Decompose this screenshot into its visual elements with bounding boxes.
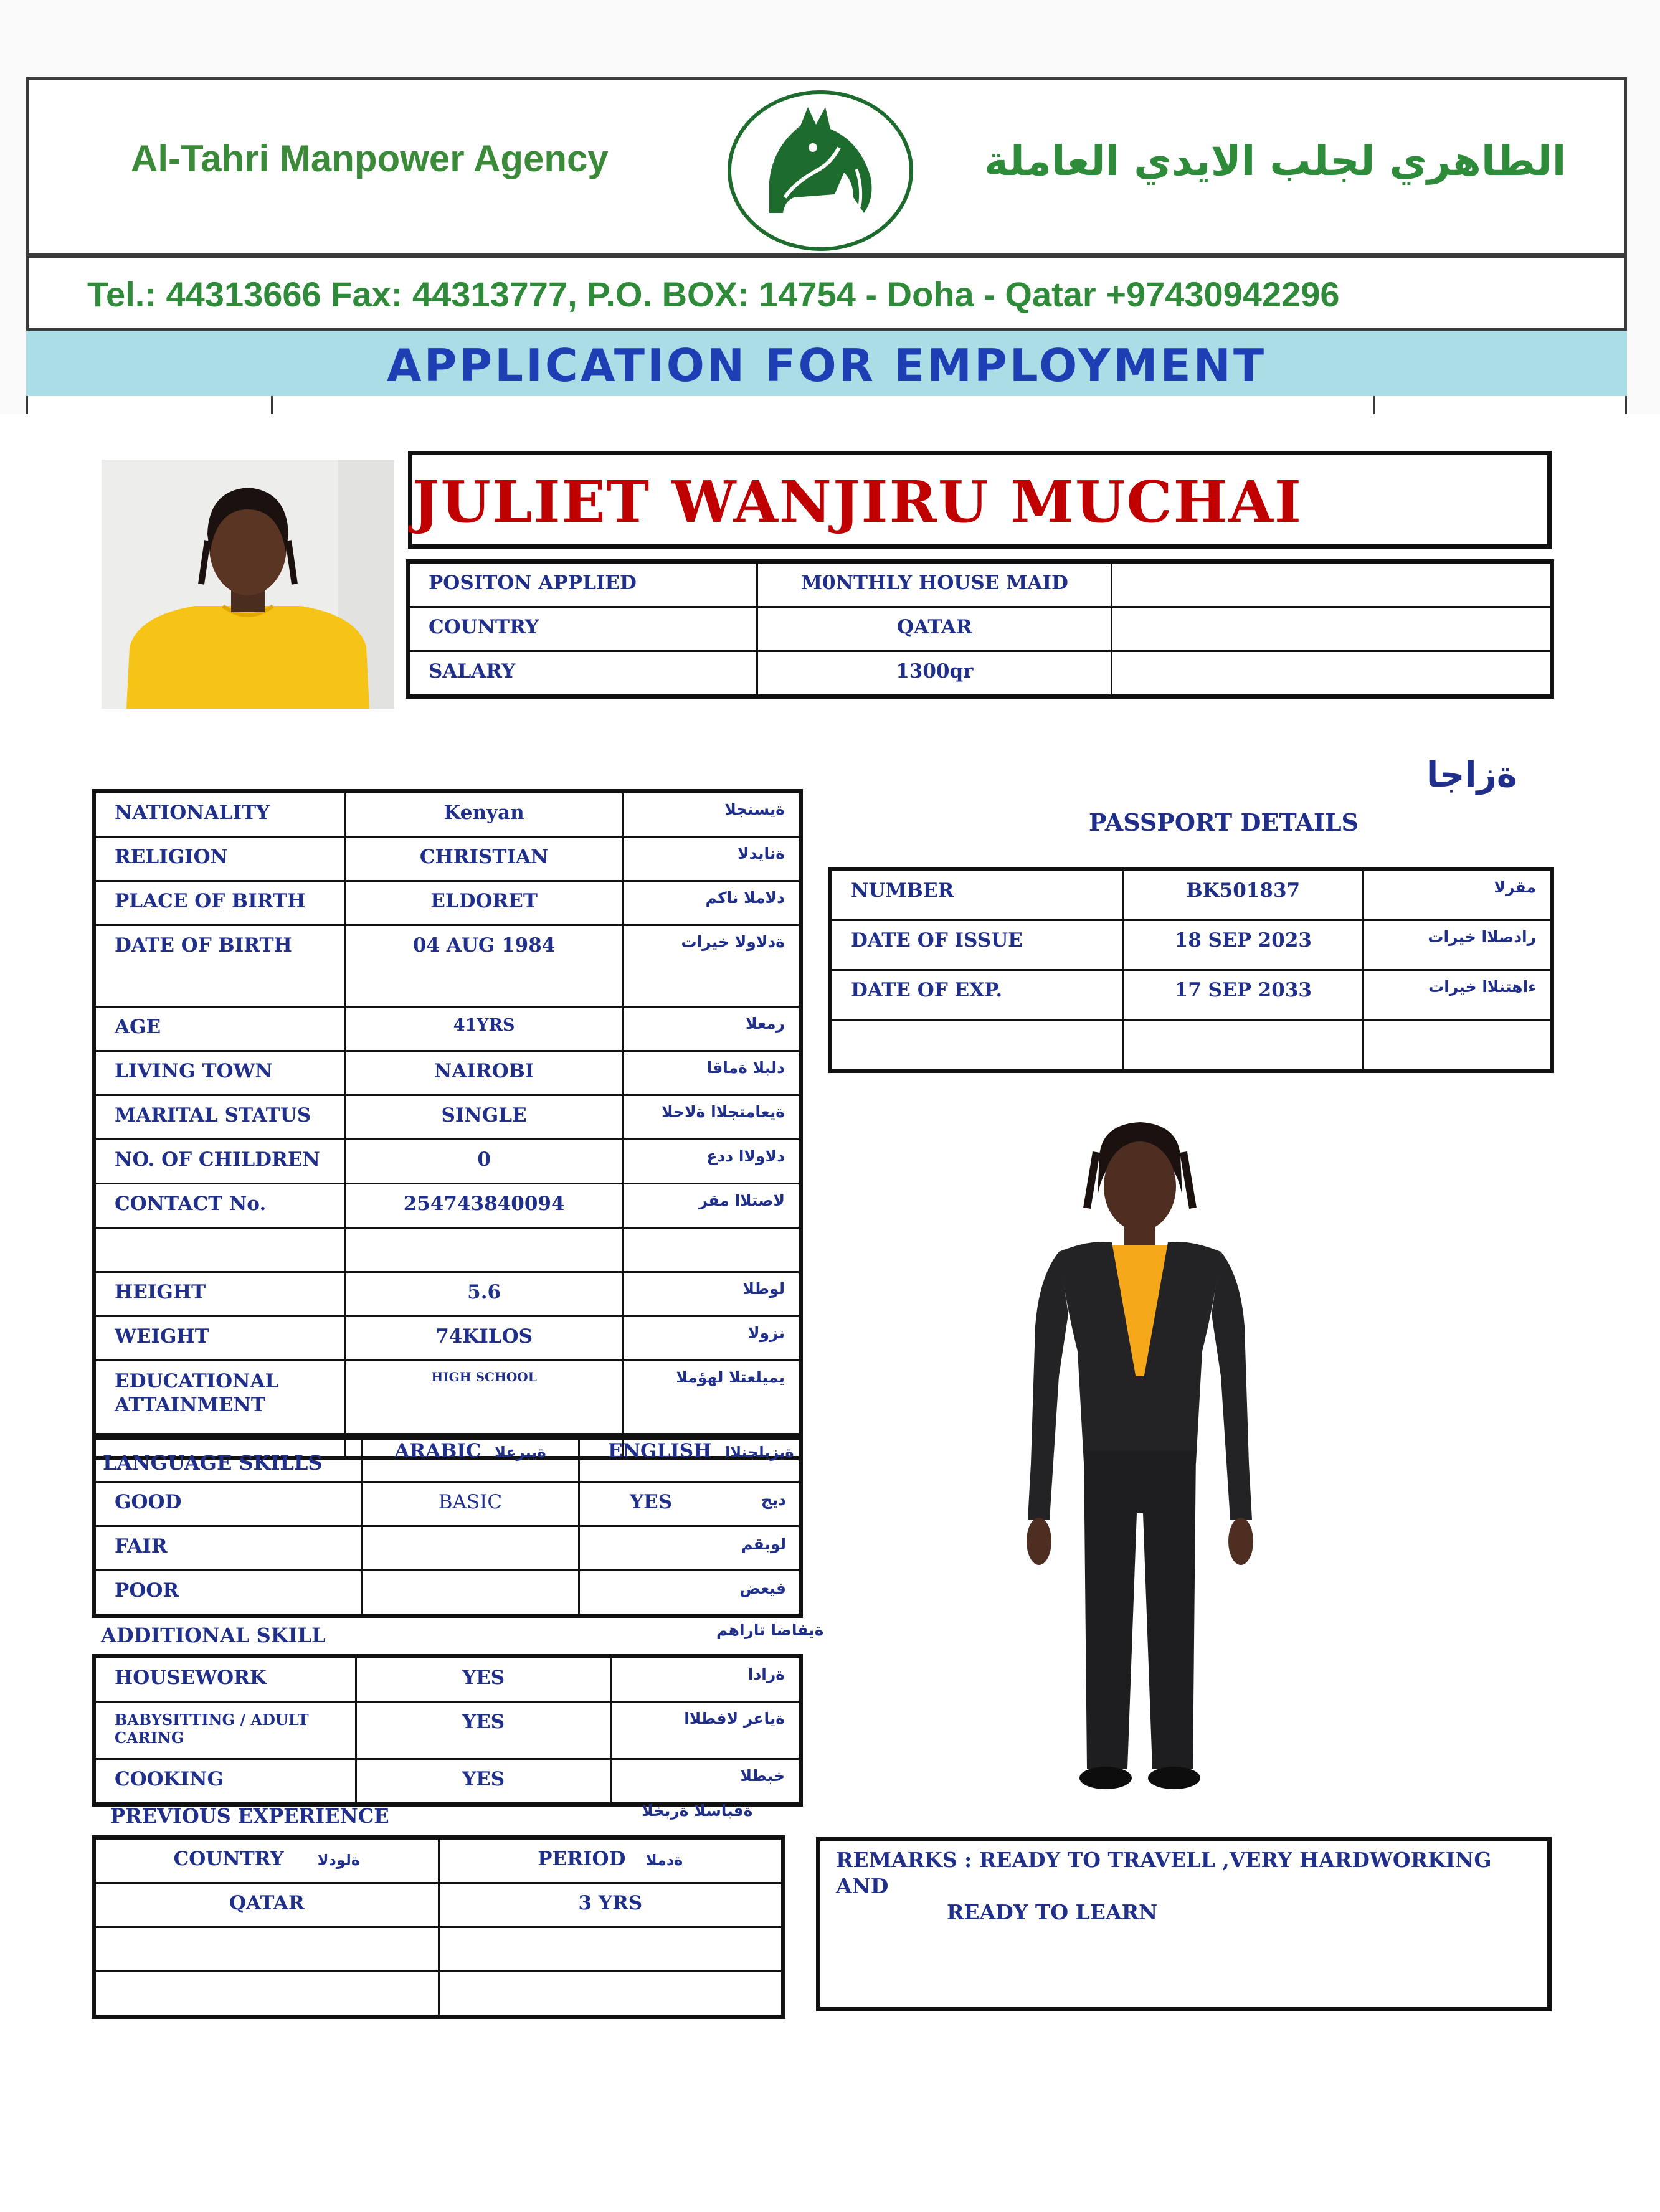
children-arabic: دلاولاا ددع [622,1140,799,1184]
table-row [95,1759,800,1803]
cooking-label: COOKING [95,1759,356,1803]
empty-arabic [622,1228,799,1272]
table-row [409,563,1551,607]
education-arabic: يميلعتلا لهؤملا [622,1361,799,1457]
position-value: M0NTHLY HOUSE MAID [757,563,1112,607]
nationality-label: NATIONALITY [95,793,346,837]
language-skills-table [94,1435,800,1615]
passport-empty-label [832,1020,1124,1070]
applicant-full-length-photo [965,1115,1314,1806]
passport-empty-value [1123,1020,1363,1070]
table-row [95,1184,800,1228]
agency-name-arabic: الطاهري لجلب الايدي العاملة [984,137,1567,185]
marital-status-value: SINGLE [346,1095,623,1140]
position-table [408,562,1552,696]
table-row [95,925,800,1007]
age-value: 41YRS [346,1007,623,1051]
education-value: HIGH SCHOOL [346,1361,623,1457]
english-poor-cell: فيعض [579,1571,800,1615]
issue-date-value: 18 SEP 2023 [1123,920,1363,970]
religion-arabic: ةنايدلا [622,837,799,881]
table-row [95,1272,800,1316]
housework-label: HOUSEWORK [95,1658,356,1702]
english-column-header: ENGLISH ةيزيلجنلاا [579,1438,800,1482]
letterhead-cropped-row [26,396,1627,414]
passport-number-arabic: مقرلا [1363,871,1550,920]
experience-table [94,1838,783,2016]
experience-section-title: PREVIOUS EXPERIENCE [110,1804,389,1828]
age-arabic: رمعلا [622,1007,799,1051]
table-row [95,1140,800,1184]
weight-arabic: نزولا [622,1316,799,1361]
language-fair-label: FAIR [95,1526,362,1571]
height-label: HEIGHT [95,1272,346,1316]
table-row [95,837,800,881]
arabic-poor-value [361,1571,579,1615]
language-good-label: GOOD [95,1482,362,1526]
table-row [95,881,800,925]
table-row [95,1007,800,1051]
salary-value: 1300qr [757,651,1112,696]
table-row [409,607,1551,651]
table-row [95,1228,800,1272]
table-row [95,1839,782,1883]
expiry-date-arabic: ءاهتنلاا خيرات [1363,970,1550,1020]
religion-value: CHRISTIAN [346,837,623,881]
skills-section-arabic: ةيفاضا تاراهم [716,1621,824,1639]
table-row [95,1482,800,1526]
country-value: QATAR [757,607,1112,651]
empty-value [346,1228,623,1272]
babysitting-label: BABYSITTING / ADULT CARING [95,1702,356,1759]
nationality-value: Kenyan [346,793,623,837]
issue-date-arabic: رادصلاا خيرات [1363,920,1550,970]
birthdate-value: 04 AUG 1984 [346,925,623,1007]
table-row [95,1972,782,2016]
remarks-line: READY TO LEARN [947,1900,1158,1924]
language-section-title: LANGUAGE SKILLS [103,1451,323,1475]
table-row [95,1571,800,1615]
birthplace-arabic: دلاملا ناكم [622,881,799,925]
english-good-cell: YES ديج [579,1482,800,1526]
salary-label: SALARY [409,651,757,696]
weight-value: 74KILOS [346,1316,623,1361]
age-label: AGE [95,1007,346,1051]
marital-status-label: MARITAL STATUS [95,1095,346,1140]
passport-number-value: BK501837 [1123,871,1363,920]
babysitting-value: YES [356,1702,610,1759]
experience-period-header: PERIOD ةدملا [439,1839,782,1883]
position-label: POSITON APPLIED [409,563,757,607]
table-row [95,1316,800,1361]
expiry-date-value: 17 SEP 2033 [1123,970,1363,1020]
empty-label [95,1228,346,1272]
table-row [95,1095,800,1140]
arabic-good-value: BASIC [361,1482,579,1526]
passport-section-title: PASSPORT DETAILS [1089,808,1359,836]
nationality-arabic: ةيسنجلا [622,793,799,837]
country-label: COUNTRY [409,607,757,651]
experience-country-value [95,1927,439,1972]
applicant-name: JULIET WANJIRU MUCHAI [412,468,1302,536]
cooking-value: YES [356,1759,610,1803]
education-label: EDUCATIONAL ATTAINMENT [95,1361,346,1457]
passport-number-label: NUMBER [832,871,1124,920]
applicant-portrait-photo [102,460,394,709]
height-value: 5.6 [346,1272,623,1316]
contact-label: CONTACT No. [95,1184,346,1228]
position-arabic [1112,563,1551,607]
table-row [832,871,1551,920]
table-row [832,1020,1551,1070]
passport-table [830,869,1552,1071]
experience-country-header: COUNTRY ةلودلا [95,1839,439,1883]
living-town-label: LIVING TOWN [95,1051,346,1095]
agency-contact-line: Tel.: 44313666 Fax: 44313777, P.O. BOX: 14754 - Doha - Qatar +97430942296 [87,275,1340,314]
country-arabic [1112,607,1551,651]
salary-arabic [1112,651,1551,696]
table-row [95,1658,800,1702]
passport-section-arabic: ةزاجا [1426,755,1517,795]
table-row [95,793,800,837]
remarks-text [836,1847,1540,1926]
birthplace-label: PLACE OF BIRTH [95,881,346,925]
form-title: APPLICATION FOR EMPLOYMENT [386,339,1267,392]
religion-label: RELIGION [95,837,346,881]
height-arabic: لوطلا [622,1272,799,1316]
living-town-arabic: دلبلا ةماقا [622,1051,799,1095]
cooking-arabic: خبطلا [610,1759,799,1803]
table-row [409,651,1551,696]
contact-arabic: لاصتلاا مقر [622,1184,799,1228]
table-row [832,970,1551,1020]
experience-country-value [95,1972,439,2016]
agency-name-english: Al-Tahri Manpower Agency [131,138,609,179]
table-row [95,1883,782,1927]
birthdate-arabic: ةدلاولا خيرات [622,925,799,1007]
weight-label: WEIGHT [95,1316,346,1361]
english-fair-cell: لوبقم [579,1526,800,1571]
housework-arabic: ةرادا [610,1658,799,1702]
remarks-line: REMARKS : READY TO TRAVELL ,VERY HARDWORKING AND [836,1848,1492,1898]
experience-section-arabic: ةقباسلا ةربخلا [642,1802,753,1820]
housework-value: YES [356,1658,610,1702]
experience-period-value [439,1927,782,1972]
arabic-fair-value [361,1526,579,1571]
experience-period-value [439,1972,782,2016]
birthdate-label: DATE OF BIRTH [95,925,346,1007]
arabic-column-header: ARABIC ةيبرعلا [361,1438,579,1482]
table-row [832,920,1551,970]
table-row [95,1051,800,1095]
passport-empty-arabic [1363,1020,1550,1070]
babysitting-arabic: ةياعر لافطلاا [610,1702,799,1759]
contact-value: 254743840094 [346,1184,623,1228]
issue-date-label: DATE OF ISSUE [832,920,1124,970]
additional-skills-table [94,1657,800,1804]
table-row [95,1526,800,1571]
birthplace-value: ELDORET [346,881,623,925]
horse-head-logo-icon [726,88,916,253]
language-header-blank [95,1438,362,1482]
children-label: NO. OF CHILDREN [95,1140,346,1184]
experience-country-value: QATAR [95,1883,439,1927]
children-value: 0 [346,1140,623,1184]
table-row [95,1927,782,1972]
living-town-value: NAIROBI [346,1051,623,1095]
experience-period-value: 3 YRS [439,1883,782,1927]
skills-section-title: ADDITIONAL SKILL [101,1624,326,1647]
personal-details-table [94,792,800,1458]
language-poor-label: POOR [95,1571,362,1615]
table-row [95,1702,800,1759]
table-row [95,1438,800,1482]
expiry-date-label: DATE OF EXP. [832,970,1124,1020]
marital-status-arabic: ةيعامتجلاا ةلاحلا [622,1095,799,1140]
